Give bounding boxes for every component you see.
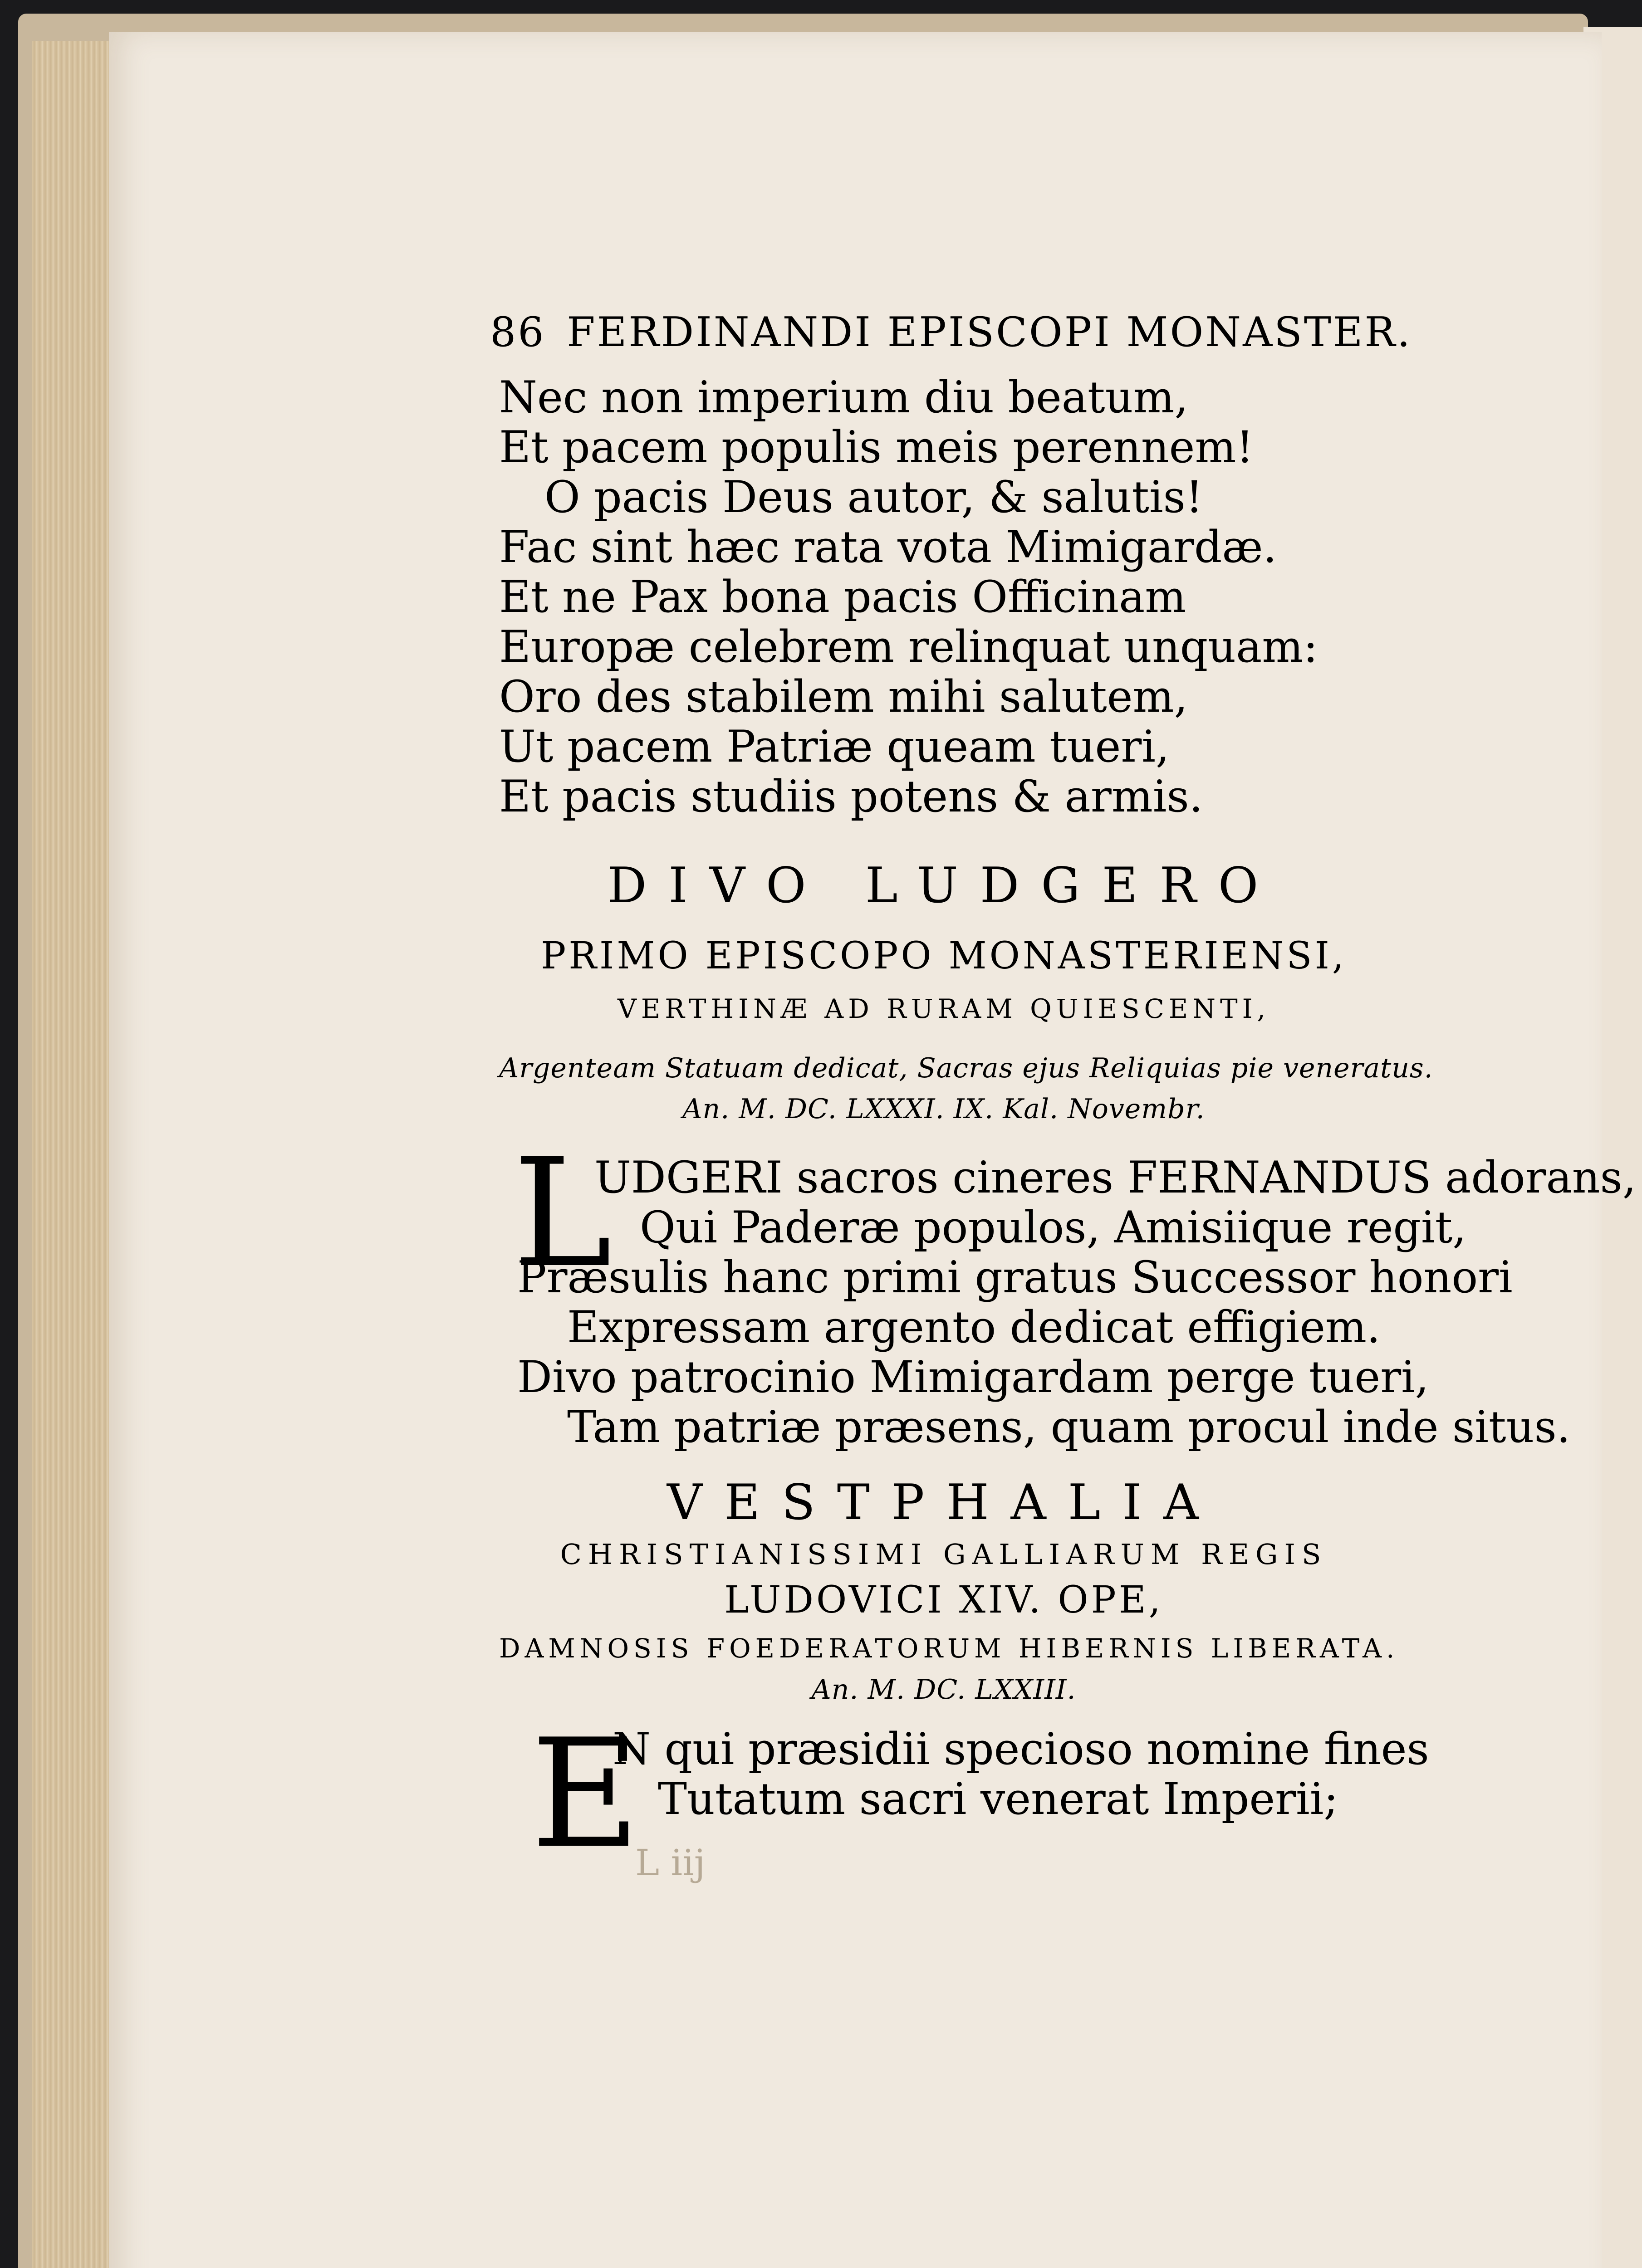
running-title-word-2: EPISCOPI bbox=[887, 308, 1112, 356]
section3-subtitle-2: LUDOVICI XIV. OPE, bbox=[724, 1579, 1163, 1622]
poem1-line: O pacis Deus autor, & salutis! bbox=[544, 472, 1203, 523]
poem1-line: Et pacem populis meis perennem! bbox=[499, 422, 1254, 473]
page-number: 86 bbox=[490, 308, 546, 356]
section3-poem-line: N qui præsidii specioso nomine fines bbox=[613, 1724, 1429, 1774]
section2-poem-line: Qui Paderæ populos, Amisiique regit, bbox=[640, 1202, 1466, 1253]
section3-title: VESTPHALIA bbox=[667, 1474, 1221, 1531]
section3-dropcap: E bbox=[531, 1707, 640, 1881]
book-page bbox=[109, 32, 1602, 2268]
section2-dedication: Argenteam Statuam dedicat, Sacras ejus Reliquias pie veneratus. bbox=[499, 1052, 1433, 1084]
running-title-word-1: FERDINANDI bbox=[567, 308, 872, 356]
section3-poem-line: Tutatum sacri venerat Imperii; bbox=[658, 1774, 1338, 1824]
section2-dropcap: L bbox=[513, 1126, 613, 1300]
section2-poem-line: Divo patrocinio Mimigardam perge tueri, bbox=[517, 1352, 1429, 1403]
section3-subtitle: CHRISTIANISSIMI GALLIARUM REGIS bbox=[560, 1538, 1328, 1571]
poem1-line: Et ne Pax bona pacis Officinam bbox=[499, 572, 1186, 622]
section2-poem-line: Tam patriæ præsens, quam procul inde situs. bbox=[567, 1402, 1571, 1452]
running-header bbox=[490, 308, 1412, 356]
section2-date: An. M. DC. LXXXI. IX. Kal. Novembr. bbox=[682, 1093, 1205, 1125]
poem1-line: Oro des stabilem mihi salutem, bbox=[499, 671, 1188, 722]
signature-mark: L iij bbox=[635, 1842, 706, 1884]
poem1-line: Fac sint hæc rata vota Mimigardæ. bbox=[499, 522, 1277, 572]
running-title-word-3: MONASTER. bbox=[1126, 308, 1412, 356]
poem1-line: Et pacis studiis potens & armis. bbox=[499, 771, 1203, 822]
section2-poem-line: UDGERI sacros cineres FERNANDUS adorans, bbox=[594, 1152, 1637, 1203]
section2-title: DIVO LUDGERO bbox=[607, 857, 1280, 914]
section2-poem-line: Expressam argento dedicat effigiem. bbox=[567, 1302, 1381, 1353]
section2-subtitle-2: VERTHINÆ AD RURAM QUIESCENTI, bbox=[618, 993, 1270, 1024]
section3-date: An. M. DC. LXXIII. bbox=[811, 1674, 1076, 1706]
section2-subtitle: PRIMO EPISCOPO MONASTERIENSI, bbox=[541, 934, 1347, 978]
section3-subtitle-3: DAMNOSIS FOEDERATORUM HIBERNIS LIBERATA. bbox=[499, 1633, 1399, 1664]
poem1-line: Ut pacem Patriæ queam tueri, bbox=[499, 721, 1170, 772]
poem1-line: Nec non imperium diu beatum, bbox=[499, 372, 1188, 423]
section2-poem-line: Præsulis hanc primi gratus Successor honori bbox=[517, 1252, 1513, 1303]
poem1-line: Europæ celebrem relinquat unquam: bbox=[499, 621, 1318, 672]
